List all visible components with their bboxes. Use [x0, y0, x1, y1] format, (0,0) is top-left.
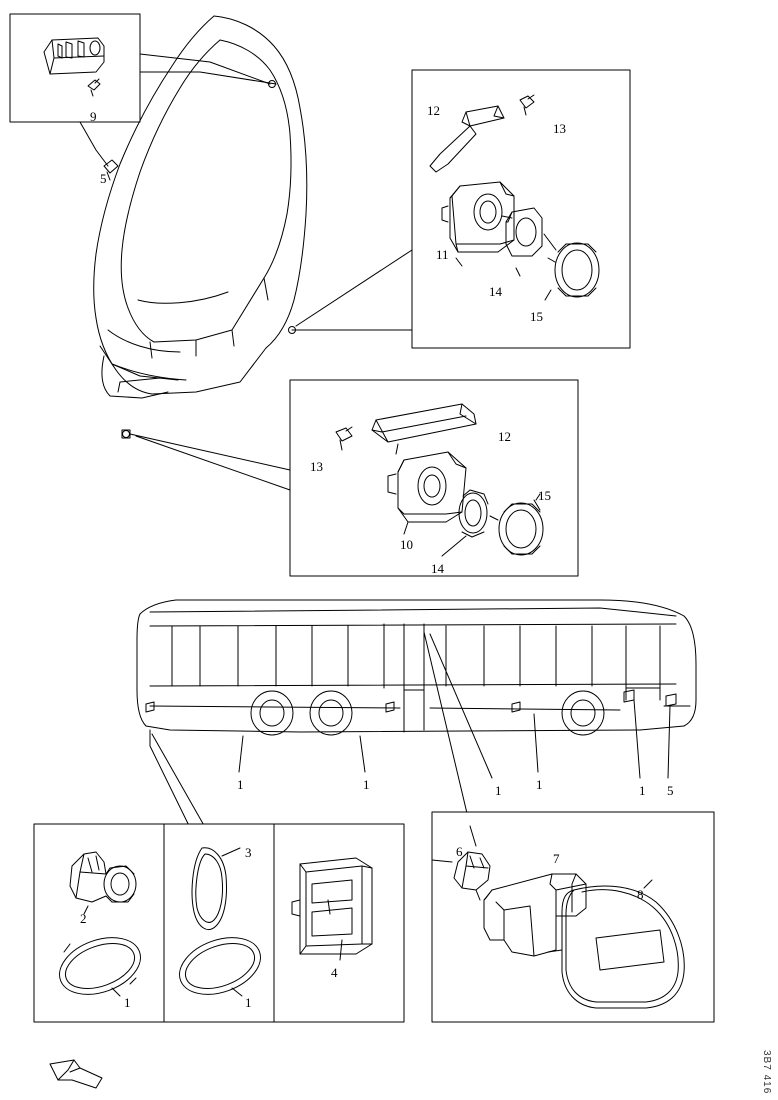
callout-13-upper: 13 [553, 121, 566, 136]
inset-right-mirror-lower [290, 380, 578, 576]
callout-5-side: 5 [667, 783, 674, 798]
callout-3: 3 [245, 845, 252, 860]
callout-1-side-d: 1 [536, 777, 543, 792]
leader-lower-inset [130, 434, 290, 490]
inset-bottom-lamp-2 [164, 824, 274, 1022]
callout-5-front: 5 [100, 171, 107, 186]
callout-10: 10 [400, 537, 413, 552]
sheet-code: 3B7 416 [761, 1049, 772, 1094]
callout-8: 8 [637, 887, 644, 902]
callout-14-lower: 14 [431, 561, 444, 576]
leader-upper-inset [292, 250, 412, 330]
callout-6: 6 [456, 844, 463, 859]
callout-15-upper: 15 [530, 309, 543, 324]
inset-bottom-bracket [274, 824, 404, 1022]
callout-1-side-e: 1 [639, 783, 646, 798]
callout-15-lower: 15 [538, 488, 551, 503]
callout-1-side-c: 1 [495, 783, 502, 798]
callout-9: 9 [90, 109, 97, 124]
callout-2: 2 [80, 911, 87, 926]
callout-4: 4 [331, 965, 338, 980]
callout-1-side-a: 1 [237, 777, 244, 792]
bus-side-view [137, 600, 696, 735]
inset-right-mirror-upper [412, 70, 630, 348]
callout-1-lens-mid: 1 [245, 995, 252, 1010]
callout-11: 11 [436, 247, 449, 262]
inset-top-left-lamp [10, 14, 140, 122]
direction-arrow [50, 1060, 102, 1088]
callout-12-upper: 12 [427, 103, 440, 118]
callout-1-lens-left: 1 [124, 995, 131, 1010]
callout-1-side-b: 1 [363, 777, 370, 792]
callout-12-lower: 12 [498, 429, 511, 444]
inset-bottom-lamp-1 [34, 824, 164, 1022]
callout-13-lower: 13 [310, 459, 323, 474]
inset-bottom-mirror-arm [432, 812, 714, 1022]
callout-7: 7 [553, 851, 560, 866]
callout-14-upper: 14 [489, 284, 502, 299]
